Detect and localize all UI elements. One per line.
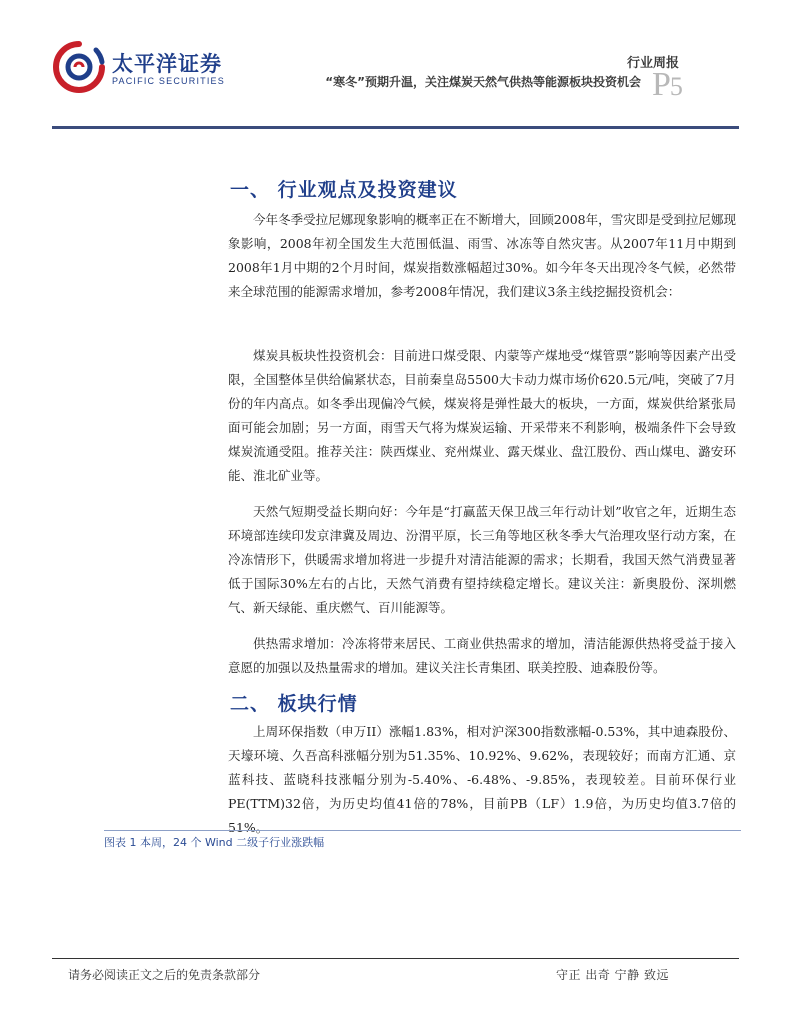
page-number-value: 5 bbox=[669, 72, 682, 101]
paragraph-market: 上周环保指数（申万II）涨幅1.83%，相对沪深300指数涨幅-0.53%，其中迪森股份、天壕环境、久吾高科涨幅分别为51.35%、10.92%、9.62%，表现较好；而南方汇通、京蓝科技、蓝晓科技涨幅分别为-5.40%、-6.48%、-9.85%，表现较差。目前环保行业PE(TTM)32倍，为历史均值41倍的78%，目前PB（LF）1.9倍，为历史均值3.7倍的51%。 bbox=[228, 724, 736, 836]
section-heading-market: 二、 板块行情 bbox=[230, 693, 358, 715]
page-number bbox=[652, 66, 682, 104]
figure-caption: 图表 1 本周，24 个 Wind 二级子行业涨跌幅 bbox=[104, 830, 741, 850]
page-prefix: P bbox=[652, 66, 670, 103]
section-heading-industry-view: 一、 行业观点及投资建议 bbox=[230, 179, 458, 201]
footer-divider bbox=[52, 958, 739, 959]
logo-company-name-en: PACIFIC SECURITIES bbox=[112, 76, 225, 86]
paragraph-natural-gas: 天然气短期受益长期向好：今年是“打赢蓝天保卫战三年行动计划”收官之年，近期生态环境部连续印发京津冀及周边、汾渭平原，长三角等地区秋冬季大气治理攻坚行动方案，在冷冻情形下，供暖需求增加将进一步提升对清洁能源的需求；长期看，我国天然气消费显著低于国际30%左右的占比，天然气消费有望持续稳定增长。建议关注：新奥股份、深圳燃气、新天绿能、重庆燃气、百川能源等。 bbox=[228, 504, 736, 616]
paragraph-heating: 供热需求增加：冷冻将带来居民、工商业供热需求的增加，清洁能源供热将受益于接入意愿的加强以及热量需求的增加。建议关注长青集团、联美控股、迪森股份等。 bbox=[228, 636, 736, 676]
report-type-label: 行业周报 bbox=[626, 56, 679, 71]
logo-company-name: 太平洋证券 bbox=[112, 52, 222, 76]
footer-disclaimer: 请务必阅读正文之后的免责条款部分 bbox=[68, 968, 261, 982]
paragraph-intro: 今年冬季受拉尼娜现象影响的概率正在不断增大，回顾2008年，雪灾即是受到拉尼娜现象影响，2008年初全国发生大范围低温、雨雪、冰冻等自然灾害。从2007年11月中期到2008年1月中期的2个月时间，煤炭指数涨幅超过30%。如今年冬天出现冷冬气候，必然带来全球范围的能源需求增加，参考2008年情况，我们建议3条主线挖掘投资机会： bbox=[228, 212, 736, 300]
pacific-securities-logo-icon bbox=[52, 40, 106, 94]
header-divider bbox=[52, 126, 739, 129]
paragraph-coal: 煤炭具板块性投资机会：目前进口煤受限、内蒙等产煤地受“煤管票”影响等因素产出受限，全国整体呈供给偏紧状态，目前秦皇岛5500大卡动力煤市场价620.5元/吨，突破了7月份的年内高点。如冬季出现偏冷气候，煤炭将是弹性最大的板块，一方面，煤炭供给紧张局面可能会加剧；另一方面，雨雪天气将为煤炭运输、开采带来不利影响，极端条件下会导致煤炭流通受阻。推荐关注：陕西煤业、兖州煤业、露天煤业、盘江股份、西山煤电、潞安环能、淮北矿业等。 bbox=[228, 348, 736, 484]
report-title: “寒冬”预期升温，关注煤炭天然气供热等能源板块投资机会 bbox=[325, 75, 641, 89]
footer-motto: 守正 出奇 宁静 致远 bbox=[556, 968, 669, 982]
